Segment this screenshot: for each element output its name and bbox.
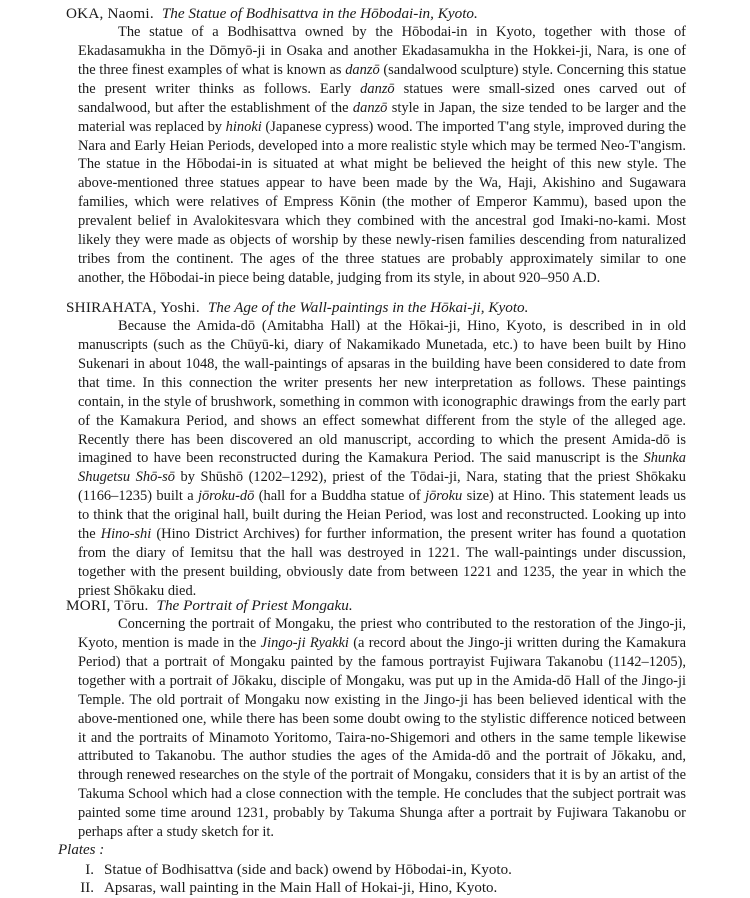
italic-term: danzō [345, 61, 380, 78]
text-run: Because the Amida-dō (Amitabha Hall) at the Hōkai-ji, Hino, Kyoto, is described in in old manuscripts (such as the Chūyū-ki, diary of Nakamikado Munetada, etc.) to have been built by Hino Sukenari in about 1048, the wall-paintings of apsaras in the building have been considered to date from that time. In this connection the writer presents her new interpretation as follows. These paintings contain, in the style of brushwork, something in common with iconographic drawings from the early part of the Kamakura Period, and shows an effect somewhat different from the style of the alleged age. Recently there has been discovered an old manuscript, according to which the present Amida-dō is imagined to have been reconstructed during the Kamakura Period. The said manuscript is the [78, 318, 686, 467]
entry-author: OKA, Naomi. [66, 5, 154, 22]
text-run: statues were small-sized ones carved out of sandalwood, but after the establishment of the [78, 80, 686, 116]
plates-heading: Plates : [58, 842, 105, 858]
italic-term: danzō [352, 99, 388, 116]
entry-body [66, 23, 686, 288]
text-run: by Shūshō (1202–1292), priest of the Tōdai-ji, Nara, stating that the priest Shōkaku (1166–1235) built a [78, 469, 686, 505]
italic-term: danzō [360, 80, 395, 97]
plate-item [68, 862, 512, 879]
text-run: style in Japan, the size tended to be larger and the material was replaced by [78, 99, 686, 135]
text-run: (Japanese cypress) wood. The imported T'ang style, improved during the Nara and Early Heian Periods, developed into a more realistic style which may be termed Neo-T'angism. The statue in the Hōbodai-in is situated at what might be believed the height of this new style. The above-mentioned three statues appear to have been made by the Wa, Haji, Akishino and Sugawara families, which were relatives of Empress Kōnin (the mother of Emperor Kammu), based upon the prevalent belief in Avalokitesvara which they combined with the ancestral god Imaki-no-kami. Most likely they were made as objects of worship by these newly-risen families descending from naturalized tribes from the continent. The ages of the three statues are probably approximately similar to one another, the Hōbodai-in piece being datable, judging from its style, in about 920–950 A.D. [78, 118, 686, 286]
text-run: (a record about the Jingo-ji written during the Kamakura Period) that a portrait of Mongaku painted by the famous portrayist Fujiwara Takanobu (1142–1205), together with a portrait of Jōkaku, disciple of Mongaku, was put up in the Amida-dō Hall of the Jingo-ji Temple. The old portrait of Mongaku now existing in the Jingo-ji has been believed identical with the above-mentioned one, while there has been some doubt owing to the stylistic difference noticed between it and the portraits of Minamoto Yoritomo, Taira-no-Shigemori and others in the same temple likewise attributed to Takanobu. The author studies the ages of the Amida-dō and the portrait of Jōkaku, and, through renewed researches on the style of the portrait of Mongaku, considers that it is by an artist of the Takuma School which had a close connection with the temple. He concludes that the subject portrait was painted some time around 1231, probably by Takuma Shunga after a portrait by Fujiwara Takanobu or perhaps after a study sketch for it. [78, 634, 686, 841]
entry-author: SHIRAHATA, Yoshi. [66, 299, 200, 316]
plate-item [68, 880, 497, 897]
text-run: (hall for a Buddha statue of [254, 488, 426, 505]
entry-heading [66, 298, 686, 317]
text-run: Concerning the portrait of Mongaku, the priest who contributed to the restoration of the Jingo-ji, Kyoto, mention is made in the [78, 616, 686, 651]
italic-term: hinoki [225, 118, 262, 135]
entry-heading [66, 4, 686, 23]
entry-shirahata [66, 298, 686, 601]
italic-term: Hino-shi [100, 526, 152, 543]
text-run: size) at Hino. This statement leads us to think that the original hall, built during the Heian Period, was lost and reconstructed. Looking up into the [78, 488, 686, 543]
entry-title: The Statue of Bodhisattva in the Hōbodai-in, Kyoto. [161, 5, 478, 22]
entry-title: The Age of the Wall-paintings in the Hōkai-ji, Kyoto. [207, 299, 529, 316]
entry-heading [66, 596, 686, 615]
entry-body [66, 317, 686, 601]
entry-title: The Portrait of Priest Mongaku. [156, 597, 353, 614]
text-run: (sandalwood sculpture) style. Concerning this statue the present writer thinks as follows. Early [78, 61, 686, 97]
plate-number: II. [80, 880, 94, 896]
italic-term: jōroku [425, 488, 463, 505]
entry-author: MORI, Tōru. [66, 597, 149, 614]
plate-caption: Statue of Bodhisattva (side and back) owend by Hōbodai-in, Kyoto. [104, 862, 512, 878]
italic-term: Jingo-ji Ryakki [260, 634, 349, 651]
plate-caption: Apsaras, wall painting in the Main Hall of Hokai-ji, Hino, Kyoto. [104, 880, 498, 896]
italic-term: jōroku-dō [197, 488, 255, 505]
entry-mori [66, 596, 686, 842]
italic-term: Shunka Shugetsu Shō-sō [78, 450, 686, 486]
entry-oka [66, 4, 686, 288]
text-run: (Hino District Archives) for further information, the present writer has found a quotation from the diary of Iemitsu that the hall was destroyed in 1221. The wall-paintings under discussion, together with the present building, obviously date from between 1221 and 1235, the year in which the priest Shōkaku died. [78, 526, 686, 599]
text-run: The statue of a Bodhisattva owned by the Hōbodai-in in Kyoto, together with those of Ekadasamukha in the Dōmyō-ji in Osaka and another Ekadasamukha in the Hokkei-ji, Nara, is one of the three finest examples of what is known as [78, 24, 686, 78]
entry-body [66, 615, 686, 842]
plate-number: I. [85, 862, 94, 878]
